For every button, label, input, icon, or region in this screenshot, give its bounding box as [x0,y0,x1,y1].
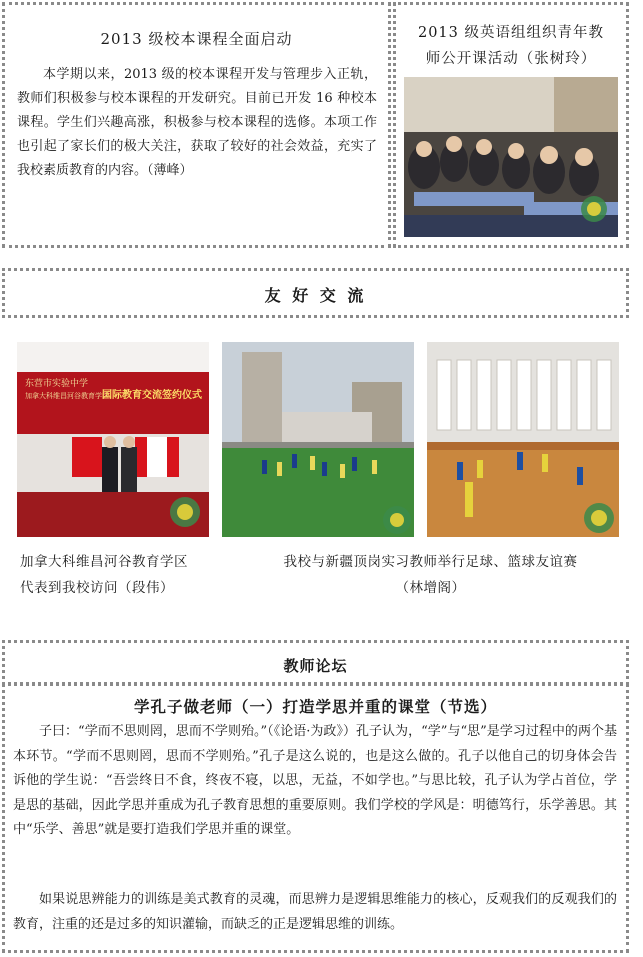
article1-title: 2013 级校本课程全面启动 [100,30,293,48]
article2-title-line1: 2013 级英语组组织青年教 [417,25,604,41]
forum-article-title: 学孔子做老师（一）打造学思并重的课堂（节选） [133,697,497,716]
article1-box [2,2,391,248]
banner-line1: 东营市实验中学 [25,379,89,389]
football-match-photo [222,342,414,537]
caption-match-line1: 我校与新疆顶岗实习教师举行足球、篮球友谊赛 [283,554,578,570]
article2-title-line2: 师公开课活动（张树玲） [425,51,597,67]
signing-ceremony-photo [17,342,209,537]
banner-main: 国际教育交流签约仪式 [102,390,202,401]
article1-body: 本学期以来，2013 级的校本课程开发与管理步入正轨，教师们积极参与校本课程的开发研究。目前已开发 16 种校本课程。学生们兴趣高涨，积极参与校本课程的选修。本项工作也引起了家长们的极大关注，获取了较好的社会效益，充实了我校素质教育的内容。（薄峰） [17,67,377,178]
basketball-match-photo [427,342,619,537]
forum-article-box [2,683,629,953]
friendship-heading: 友 好 交 流 [264,286,367,305]
banner-line2: 加拿大科维昌河谷教育学区 [25,392,109,400]
caption-visit-line2: 代表到我校访问（段伟） [20,580,174,596]
caption-match-line2: （林增阁） [395,580,466,596]
caption-visit-line1: 加拿大科维昌河谷教育学区 [20,554,188,570]
forum-heading: 教师论坛 [283,657,348,675]
article2-box [393,2,629,248]
forum-paragraph-2: 如果说思辨能力的训练是美式教育的灵魂，而思辨力是逻辑思维能力的核心，反观我们的反观我们的教育，注重的还是过多的知识灌输，而缺乏的正是逻辑思维的训练。 [13,892,617,932]
english-class-photo [404,77,618,237]
forum-paragraph-1: 子曰：“学而不思则罔，思而不学则殆。”（《论语·为政》）孔子认为，“学”与“思”是学习过程中的两个基本环节。“学而不思则罔，思而不学则殆。”孔子是这么说的，也是这么做的。孔子以他自己的切身体会告诉他的学生说：“吾尝终日不食，终夜不寝，以思，无益，不如学也。”与思比较，孔子认为学占首位，学是思的基础，因此学思并重成为孔子教育思想的重要原则。我们学校的学风是：明德笃行，乐学善思。其中“乐学、善思”就是要打造我们学思并重的课堂。 [13,724,617,837]
forum-heading-box [2,640,629,685]
friendship-heading-box [2,268,629,318]
